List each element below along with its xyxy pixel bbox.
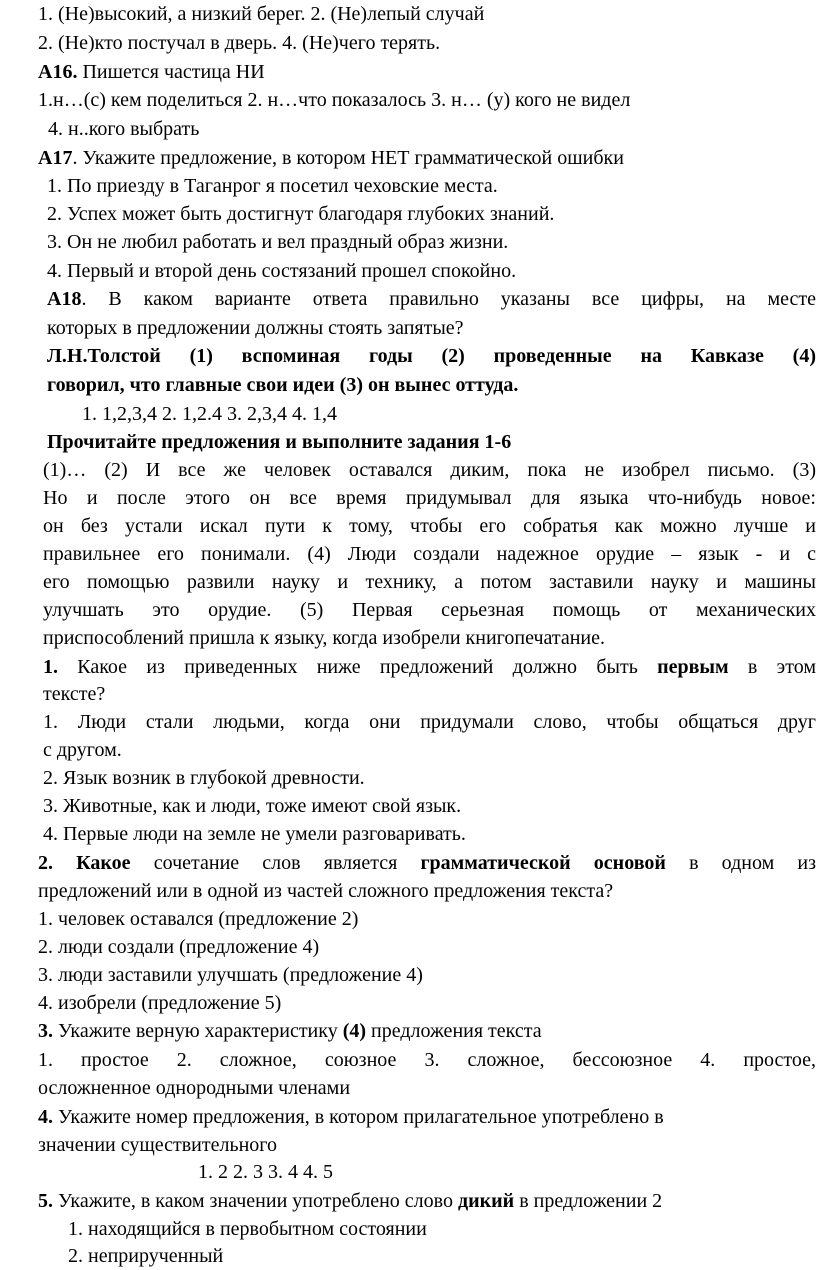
text-line — [48, 115, 816, 143]
text-segment: с другом. — [43, 739, 122, 761]
text-segment: 4. изобрели (предложение 5) — [38, 992, 282, 1014]
text-line — [38, 58, 816, 86]
text-line — [38, 144, 816, 172]
text-segment: сочетание слов является — [130, 852, 421, 874]
text-line — [38, 86, 816, 114]
text-segment: Пишется частица НИ — [77, 61, 265, 83]
text-segment: 2. (Не)кто постучал в дверь. 4. (Не)чего терять. — [38, 32, 441, 54]
text-line — [38, 1131, 816, 1159]
text-segment: Укажите верную характеристику — [53, 1020, 343, 1042]
text-line — [47, 342, 816, 370]
text-segment: Укажите, в каком значении употреблено слово — [53, 1190, 458, 1212]
text-segment: . В каком варианте ответа правильно указаны все цифры, на месте — [81, 288, 816, 310]
text-segment: 4. Первый и второй день состязаний прошел спокойно. — [47, 260, 517, 282]
text-line — [47, 428, 816, 456]
text-segment: в этом — [728, 656, 816, 678]
text-segment: 2. Успех может быть достигнут благодаря глубоких знаний. — [47, 203, 555, 225]
bold-text: (4) — [342, 1020, 367, 1042]
text-segment: приспособлений пришла к языку, когда изобрели книгопечатание. — [43, 627, 606, 649]
text-line — [38, 933, 816, 961]
text-segment: 1. По приезду в Таганрог я посетил чеховские места. — [47, 175, 498, 197]
text-segment: . Укажите предложение, в котором НЕТ грамматической ошибки — [72, 147, 624, 169]
text-line — [43, 456, 816, 484]
text-segment: осложненное однородными членами — [38, 1077, 351, 1099]
text-line — [38, 877, 816, 905]
text-segment: 4. Первые люди на земле не умели разговаривать. — [43, 823, 466, 845]
text-line — [47, 314, 816, 342]
text-segment: 1. простое 2. сложное, союзное 3. сложное, бессоюзное 4. простое, — [38, 1049, 816, 1071]
text-segment: 3. люди заставили улучшать (предложение 4) — [38, 964, 423, 986]
text-segment: 1. Люди стали людьми, когда они придумали слово, чтобы общаться друг — [43, 711, 816, 733]
text-line — [43, 764, 816, 792]
text-line — [43, 792, 816, 820]
text-line — [43, 596, 816, 624]
text-segment: 2. неприрученный — [68, 1245, 224, 1267]
text-segment: которых в предложении должны стоять запятые? — [47, 317, 464, 339]
text-line — [38, 849, 816, 877]
text-segment: 1. человек оставался (предложение 2) — [38, 908, 359, 930]
bold-text: говорил, что главные свои идеи (3) он вынес оттуда. — [47, 374, 519, 396]
text-segment: предложений или в одной из частей сложного предложения текста? — [38, 880, 614, 902]
text-segment: предложения текста — [366, 1020, 542, 1042]
bold-text: 3. — [38, 1020, 53, 1042]
text-line — [43, 624, 816, 652]
text-line — [198, 1158, 816, 1186]
bold-text: А17 — [38, 147, 73, 169]
text-line — [43, 653, 816, 681]
text-line — [38, 0, 816, 28]
text-segment: 2. люди создали (предложение 4) — [38, 936, 320, 958]
text-line — [47, 285, 816, 313]
text-line — [82, 400, 816, 428]
text-line — [43, 708, 816, 736]
text-segment: улучшать это орудие. (5) Первая серьезная помощь от механических — [43, 599, 816, 621]
bold-text: грамматической основой — [420, 852, 666, 874]
text-segment: значении существительного — [38, 1134, 278, 1156]
text-line — [38, 905, 816, 933]
bold-text: 1. — [43, 656, 58, 678]
text-segment: Какое из приведенных ниже предложений должно быть — [58, 656, 658, 678]
text-line — [47, 200, 816, 228]
text-line — [43, 680, 816, 708]
text-segment: он без устали искал пути к тому, чтобы его собратья как можно лучше и — [43, 515, 816, 537]
text-line — [38, 1046, 816, 1074]
text-segment: 1. находящийся в первобытном состоянии — [68, 1218, 427, 1240]
text-segment: правильнее его понимали. (4) Люди создали надежное орудие – язык - и с — [43, 543, 816, 565]
bold-text: А18 — [47, 288, 82, 310]
text-line — [47, 257, 816, 285]
text-segment: Но и после этого он все время придумывал для языка что-нибудь новое: — [43, 487, 816, 509]
text-segment: 3. Животные, как и люди, тоже имеют свой язык. — [43, 795, 462, 817]
bold-text: Прочитайте предложения и выполните задания 1-6 — [47, 431, 512, 453]
text-line — [38, 29, 816, 57]
text-segment: в предложении 2 — [514, 1190, 663, 1212]
text-line — [38, 1103, 816, 1131]
text-line — [38, 989, 816, 1017]
text-segment: 1.н…(с) кем поделиться 2. н…что показалось 3. н… (у) кого не видел — [38, 89, 631, 111]
bold-text: 4. — [38, 1106, 53, 1128]
text-line — [43, 484, 816, 512]
text-segment: 1. 2 2. 3 3. 4 4. 5 — [198, 1161, 333, 1183]
text-line — [43, 568, 816, 596]
text-segment: 3. Он не любил работать и вел праздный образ жизни. — [47, 231, 509, 253]
text-line — [43, 540, 816, 568]
text-segment: его помощью развили науку и технику, а потом заставили науку и машины — [43, 571, 816, 593]
text-line — [38, 1187, 816, 1215]
text-line — [38, 1074, 816, 1102]
text-line — [43, 736, 816, 764]
bold-text: первым — [657, 656, 729, 678]
text-segment: Укажите номер предложения, в котором прилагательное употреблено в — [53, 1106, 664, 1128]
text-segment: (1)… (2) И все же человек оставался диким, пока не изобрел письмо. (3) — [43, 459, 816, 481]
text-segment: в одном из — [665, 852, 816, 874]
text-line — [68, 1215, 816, 1243]
text-segment: 1. 1,2,3,4 2. 1,2.4 3. 2,3,4 4. 1,4 — [82, 403, 337, 425]
bold-text: А16. — [38, 61, 78, 83]
bold-text: Л.Н.Толстой (1) вспоминая годы (2) проведенные на Кавказе (4) — [47, 345, 816, 367]
bold-text: 2. Какое — [38, 852, 131, 874]
text-line — [43, 512, 816, 540]
text-line — [43, 820, 816, 848]
text-line — [38, 1017, 816, 1045]
text-line — [47, 228, 816, 256]
text-segment: 2. Язык возник в глубокой древности. — [43, 767, 365, 789]
text-segment: тексте? — [43, 683, 106, 705]
text-line — [47, 172, 816, 200]
text-line — [38, 961, 816, 989]
text-segment: 4. н..кого выбрать — [48, 118, 200, 140]
text-line — [47, 371, 816, 399]
text-segment: 1. (Не)высокий, а низкий берег. 2. (Не)лепый случай — [38, 3, 485, 25]
bold-text: дикий — [457, 1190, 515, 1212]
bold-text: 5. — [38, 1190, 53, 1212]
